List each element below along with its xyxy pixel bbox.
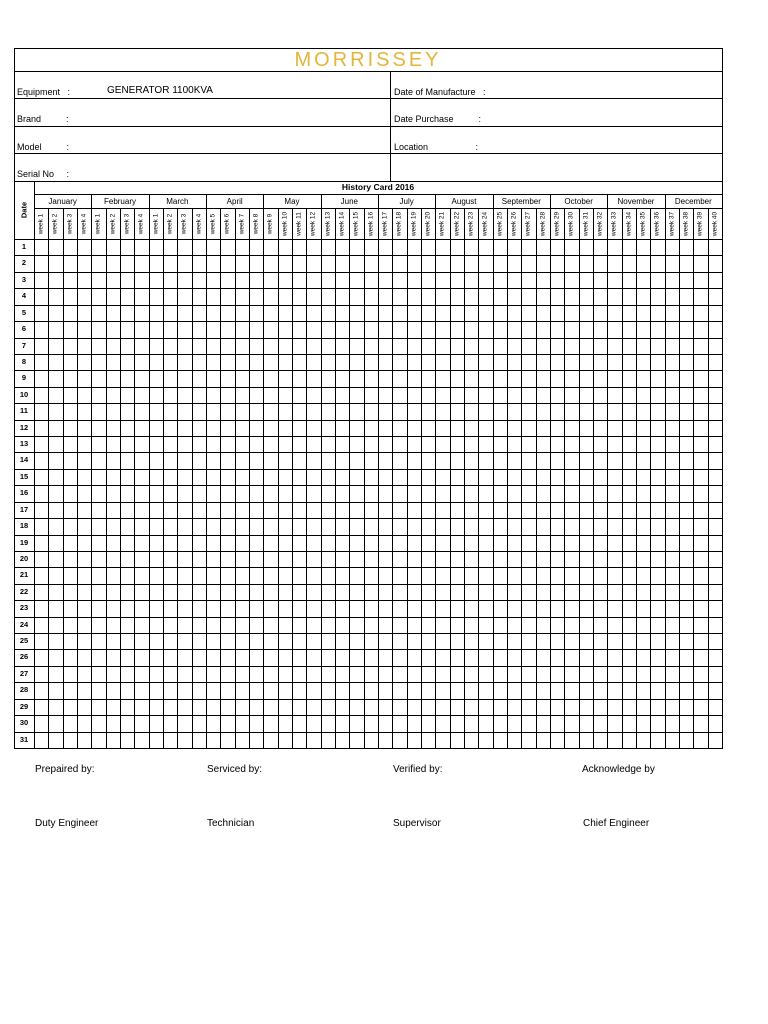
day-number: 18 xyxy=(19,521,29,531)
duty-engineer-label: Duty Engineer xyxy=(35,818,99,829)
week-label: week 14 xyxy=(338,211,346,237)
week-header xyxy=(63,209,77,239)
week-label: week 4 xyxy=(137,213,145,235)
week-column-line xyxy=(77,208,78,748)
month-separator xyxy=(493,194,494,748)
week-header xyxy=(192,209,206,239)
week-header xyxy=(607,209,621,239)
week-label: week 13 xyxy=(324,211,332,237)
month-header: July xyxy=(399,197,414,206)
week-label: week 29 xyxy=(553,211,561,237)
day-row-line xyxy=(14,666,722,667)
week-label: week 3 xyxy=(66,213,74,235)
week-label: week 9 xyxy=(266,213,274,235)
day-row-line xyxy=(14,255,722,256)
week-header xyxy=(521,209,535,239)
week-header xyxy=(464,209,478,239)
week-column-line xyxy=(579,208,580,748)
week-column-line xyxy=(292,208,293,748)
week-column-line xyxy=(636,208,637,748)
week-header xyxy=(593,209,607,239)
month-separator xyxy=(607,194,608,748)
brand-label: Brand : xyxy=(17,114,69,124)
week-label: week 18 xyxy=(395,211,403,237)
month-separator xyxy=(34,194,35,748)
day-row-line xyxy=(14,272,722,273)
week-label: week 21 xyxy=(438,211,446,237)
info-row-divider xyxy=(14,126,722,127)
day-number: 26 xyxy=(19,652,29,662)
day-row-line xyxy=(14,715,722,716)
week-header xyxy=(206,209,220,239)
supervisor-label: Supervisor xyxy=(393,818,441,829)
month-separator xyxy=(378,194,379,748)
week-label: week 37 xyxy=(668,211,676,237)
day-number: 6 xyxy=(21,324,27,334)
day-row-line xyxy=(14,403,722,404)
model-label: Model : xyxy=(17,142,70,152)
week-header xyxy=(335,209,349,239)
day-row-line xyxy=(14,338,722,339)
week-column-line xyxy=(450,208,451,748)
day-row-line xyxy=(14,567,722,568)
week-label: week 27 xyxy=(524,211,532,237)
month-separator xyxy=(206,194,207,748)
month-separator xyxy=(435,194,436,748)
week-header xyxy=(77,209,91,239)
month-separator xyxy=(149,194,150,748)
week-header xyxy=(220,209,234,239)
day-number: 9 xyxy=(21,373,27,383)
week-header xyxy=(321,209,335,239)
week-label: week 35 xyxy=(639,211,647,237)
day-row-line xyxy=(14,551,722,552)
day-number: 31 xyxy=(19,734,29,744)
day-row-line xyxy=(14,485,722,486)
week-label: week 4 xyxy=(80,213,88,235)
month-header: May xyxy=(284,197,300,206)
week-label: week 1 xyxy=(152,213,160,235)
week-label: week 17 xyxy=(381,211,389,237)
week-column-line xyxy=(349,208,350,748)
week-label: week 6 xyxy=(223,213,231,235)
day-number: 12 xyxy=(19,422,29,432)
day-number: 25 xyxy=(19,636,29,646)
week-label: week 2 xyxy=(109,213,117,235)
week-header xyxy=(378,209,392,239)
acknowledge-by-label: Acknowledge by xyxy=(582,764,655,775)
day-number: 10 xyxy=(19,389,29,399)
week-header xyxy=(263,209,277,239)
day-number: 27 xyxy=(19,668,29,678)
week-label: week 5 xyxy=(209,213,217,235)
week-header xyxy=(91,209,105,239)
week-header xyxy=(435,209,449,239)
day-row-line xyxy=(14,387,722,388)
week-column-line xyxy=(306,208,307,748)
day-number: 3 xyxy=(21,274,27,284)
week-header xyxy=(450,209,464,239)
week-header xyxy=(292,209,306,239)
week-header xyxy=(392,209,406,239)
prepared-by-label: Prepaired by: xyxy=(35,764,95,775)
day-row-line xyxy=(14,436,722,437)
week-column-line xyxy=(679,208,680,748)
week-header xyxy=(306,209,320,239)
month-separator xyxy=(91,194,92,748)
week-column-line xyxy=(48,208,49,748)
day-number: 20 xyxy=(19,553,29,563)
equipment-value: GENERATOR 1100KVA xyxy=(107,85,213,96)
day-number: 19 xyxy=(19,537,29,547)
day-number: 24 xyxy=(19,619,29,629)
week-column-line xyxy=(392,208,393,748)
day-row-line xyxy=(14,420,722,421)
week-column-line xyxy=(63,208,64,748)
day-row-line xyxy=(14,682,722,683)
week-column-line xyxy=(564,208,565,748)
week-label: week 3 xyxy=(180,213,188,235)
month-separator xyxy=(665,194,666,748)
week-label: week 26 xyxy=(510,211,518,237)
equipment-label: Equipment : xyxy=(17,87,71,97)
day-row-line xyxy=(14,502,722,503)
week-column-line xyxy=(521,208,522,748)
week-column-line xyxy=(478,208,479,748)
month-header: November xyxy=(617,197,655,206)
frame-bottom xyxy=(14,748,723,749)
week-label: week 40 xyxy=(711,211,719,237)
day-number: 28 xyxy=(19,685,29,695)
week-label: week 7 xyxy=(238,213,246,235)
month-separator xyxy=(722,194,723,748)
day-row-line xyxy=(14,600,722,601)
week-label: week 24 xyxy=(481,211,489,237)
technician-label: Technician xyxy=(207,818,255,829)
history-card-title: History Card 2016 xyxy=(341,182,415,192)
week-column-line xyxy=(507,208,508,748)
serviced-by-label: Serviced by: xyxy=(207,764,263,775)
week-header xyxy=(34,209,48,239)
day-row-line xyxy=(14,288,722,289)
week-header xyxy=(249,209,263,239)
info-row-divider xyxy=(14,153,722,154)
week-label: week 30 xyxy=(567,211,575,237)
week-label: week 19 xyxy=(410,211,418,237)
week-label: week 1 xyxy=(37,213,45,235)
week-column-line xyxy=(278,208,279,748)
day-number: 22 xyxy=(19,586,29,596)
day-number: 14 xyxy=(19,455,29,465)
day-row-line xyxy=(14,649,722,650)
week-column-line xyxy=(708,208,709,748)
day-number: 17 xyxy=(19,504,29,514)
month-header: January xyxy=(48,197,77,206)
week-header xyxy=(536,209,550,239)
week-column-line xyxy=(134,208,135,748)
location-label: Location : xyxy=(394,142,479,152)
week-label: week 25 xyxy=(496,211,504,237)
week-label: week 22 xyxy=(453,211,461,237)
date-column-header xyxy=(14,181,34,239)
date-of-manufacture-label: Date of Manufacture : xyxy=(394,87,486,97)
day-row-line xyxy=(14,732,722,733)
week-label: week 10 xyxy=(281,211,289,237)
week-label: week 11 xyxy=(295,212,303,236)
week-label: week 23 xyxy=(467,211,475,237)
week-header xyxy=(708,209,722,239)
day-row-line xyxy=(14,617,722,618)
day-number: 11 xyxy=(20,406,28,416)
date-header-text: Date xyxy=(19,201,29,219)
day-row-line xyxy=(14,354,722,355)
day-number: 23 xyxy=(19,603,29,613)
week-label: week 12 xyxy=(309,211,317,237)
week-label: week 16 xyxy=(367,211,375,237)
day-number: 21 xyxy=(19,570,29,580)
week-column-line xyxy=(407,208,408,748)
week-column-line xyxy=(693,208,694,748)
month-header: December xyxy=(674,197,712,206)
month-separator xyxy=(321,194,322,748)
week-header xyxy=(478,209,492,239)
week-label: week 31 xyxy=(582,211,590,237)
week-column-line xyxy=(593,208,594,748)
day-number: 5 xyxy=(21,307,27,317)
month-header: June xyxy=(340,197,358,206)
week-header xyxy=(120,209,134,239)
week-header xyxy=(106,209,120,239)
week-column-line xyxy=(650,208,651,748)
week-header xyxy=(693,209,707,239)
week-column-line xyxy=(464,208,465,748)
week-header xyxy=(48,209,62,239)
week-label: week 28 xyxy=(539,211,547,237)
week-label: week 4 xyxy=(195,213,203,235)
month-separator xyxy=(263,194,264,748)
week-label: week 38 xyxy=(682,211,690,237)
month-header: October xyxy=(564,197,593,206)
serial-no-label: Serial No : xyxy=(17,169,70,179)
week-label: week 15 xyxy=(352,211,360,237)
day-row-line xyxy=(14,321,722,322)
week-column-line xyxy=(163,208,164,748)
day-number: 29 xyxy=(19,701,29,711)
day-row-line xyxy=(14,535,722,536)
week-column-line xyxy=(177,208,178,748)
week-header xyxy=(622,209,636,239)
month-header: April xyxy=(226,197,243,206)
week-column-line xyxy=(622,208,623,748)
week-column-line xyxy=(364,208,365,748)
info-row-divider xyxy=(14,98,722,99)
month-header: March xyxy=(166,197,189,206)
day-number: 30 xyxy=(19,718,29,728)
info-column-divider xyxy=(390,71,391,181)
week-header xyxy=(507,209,521,239)
brand-logo: MORRISSEY xyxy=(294,49,442,71)
week-column-line xyxy=(220,208,221,748)
month-header: September xyxy=(501,197,541,206)
week-header xyxy=(421,209,435,239)
day-row-line xyxy=(14,584,722,585)
month-header: August xyxy=(451,197,477,206)
day-number: 1 xyxy=(21,242,27,251)
week-label: week 3 xyxy=(123,213,131,235)
week-label: week 20 xyxy=(424,211,432,237)
week-header xyxy=(579,209,593,239)
day-row-line xyxy=(14,699,722,700)
week-label: week 39 xyxy=(696,211,704,237)
week-header xyxy=(679,209,693,239)
week-column-line xyxy=(421,208,422,748)
week-header xyxy=(650,209,664,239)
day-number: 16 xyxy=(19,488,29,498)
week-label: week 1 xyxy=(94,213,102,235)
day-row-line xyxy=(14,370,722,371)
week-label: week 33 xyxy=(610,211,618,237)
day-row-line xyxy=(14,469,722,470)
week-header xyxy=(134,209,148,239)
week-label: week 34 xyxy=(625,211,633,237)
week-column-line xyxy=(249,208,250,748)
day-number: 2 xyxy=(21,258,27,268)
week-header xyxy=(349,209,363,239)
week-header xyxy=(493,209,507,239)
week-column-line xyxy=(335,208,336,748)
day-row-line xyxy=(14,305,722,306)
verified-by-label: Verified by: xyxy=(393,764,443,775)
day-row-line xyxy=(14,633,722,634)
month-separator xyxy=(550,194,551,748)
week-header xyxy=(665,209,679,239)
week-header xyxy=(163,209,177,239)
day-number: 13 xyxy=(19,439,29,449)
chief-engineer-label: Chief Engineer xyxy=(583,818,650,829)
week-label: week 32 xyxy=(596,211,604,237)
week-label: week 8 xyxy=(252,213,260,235)
week-header xyxy=(407,209,421,239)
week-header xyxy=(278,209,292,239)
week-header xyxy=(636,209,650,239)
week-label: week 36 xyxy=(653,211,661,237)
day-number: 7 xyxy=(21,340,27,350)
week-header xyxy=(364,209,378,239)
frame-top xyxy=(14,48,723,49)
week-header xyxy=(149,209,163,239)
day-number: 15 xyxy=(19,471,29,481)
week-label: week 2 xyxy=(51,213,59,235)
day-number: 4 xyxy=(21,291,27,301)
week-column-line xyxy=(235,208,236,748)
month-header: February xyxy=(103,197,136,206)
day-row-line xyxy=(14,518,722,519)
week-header xyxy=(550,209,564,239)
info-bottom-divider xyxy=(14,181,722,182)
week-column-line xyxy=(192,208,193,748)
week-column-line xyxy=(106,208,107,748)
header-divider xyxy=(14,71,722,72)
day-row-line xyxy=(14,452,722,453)
week-label: week 2 xyxy=(166,213,174,235)
week-header xyxy=(235,209,249,239)
week-header xyxy=(177,209,191,239)
week-column-line xyxy=(120,208,121,748)
week-header xyxy=(564,209,578,239)
week-column-line xyxy=(536,208,537,748)
date-purchase-label: Date Purchase : xyxy=(394,114,482,124)
day-number: 8 xyxy=(21,356,27,366)
